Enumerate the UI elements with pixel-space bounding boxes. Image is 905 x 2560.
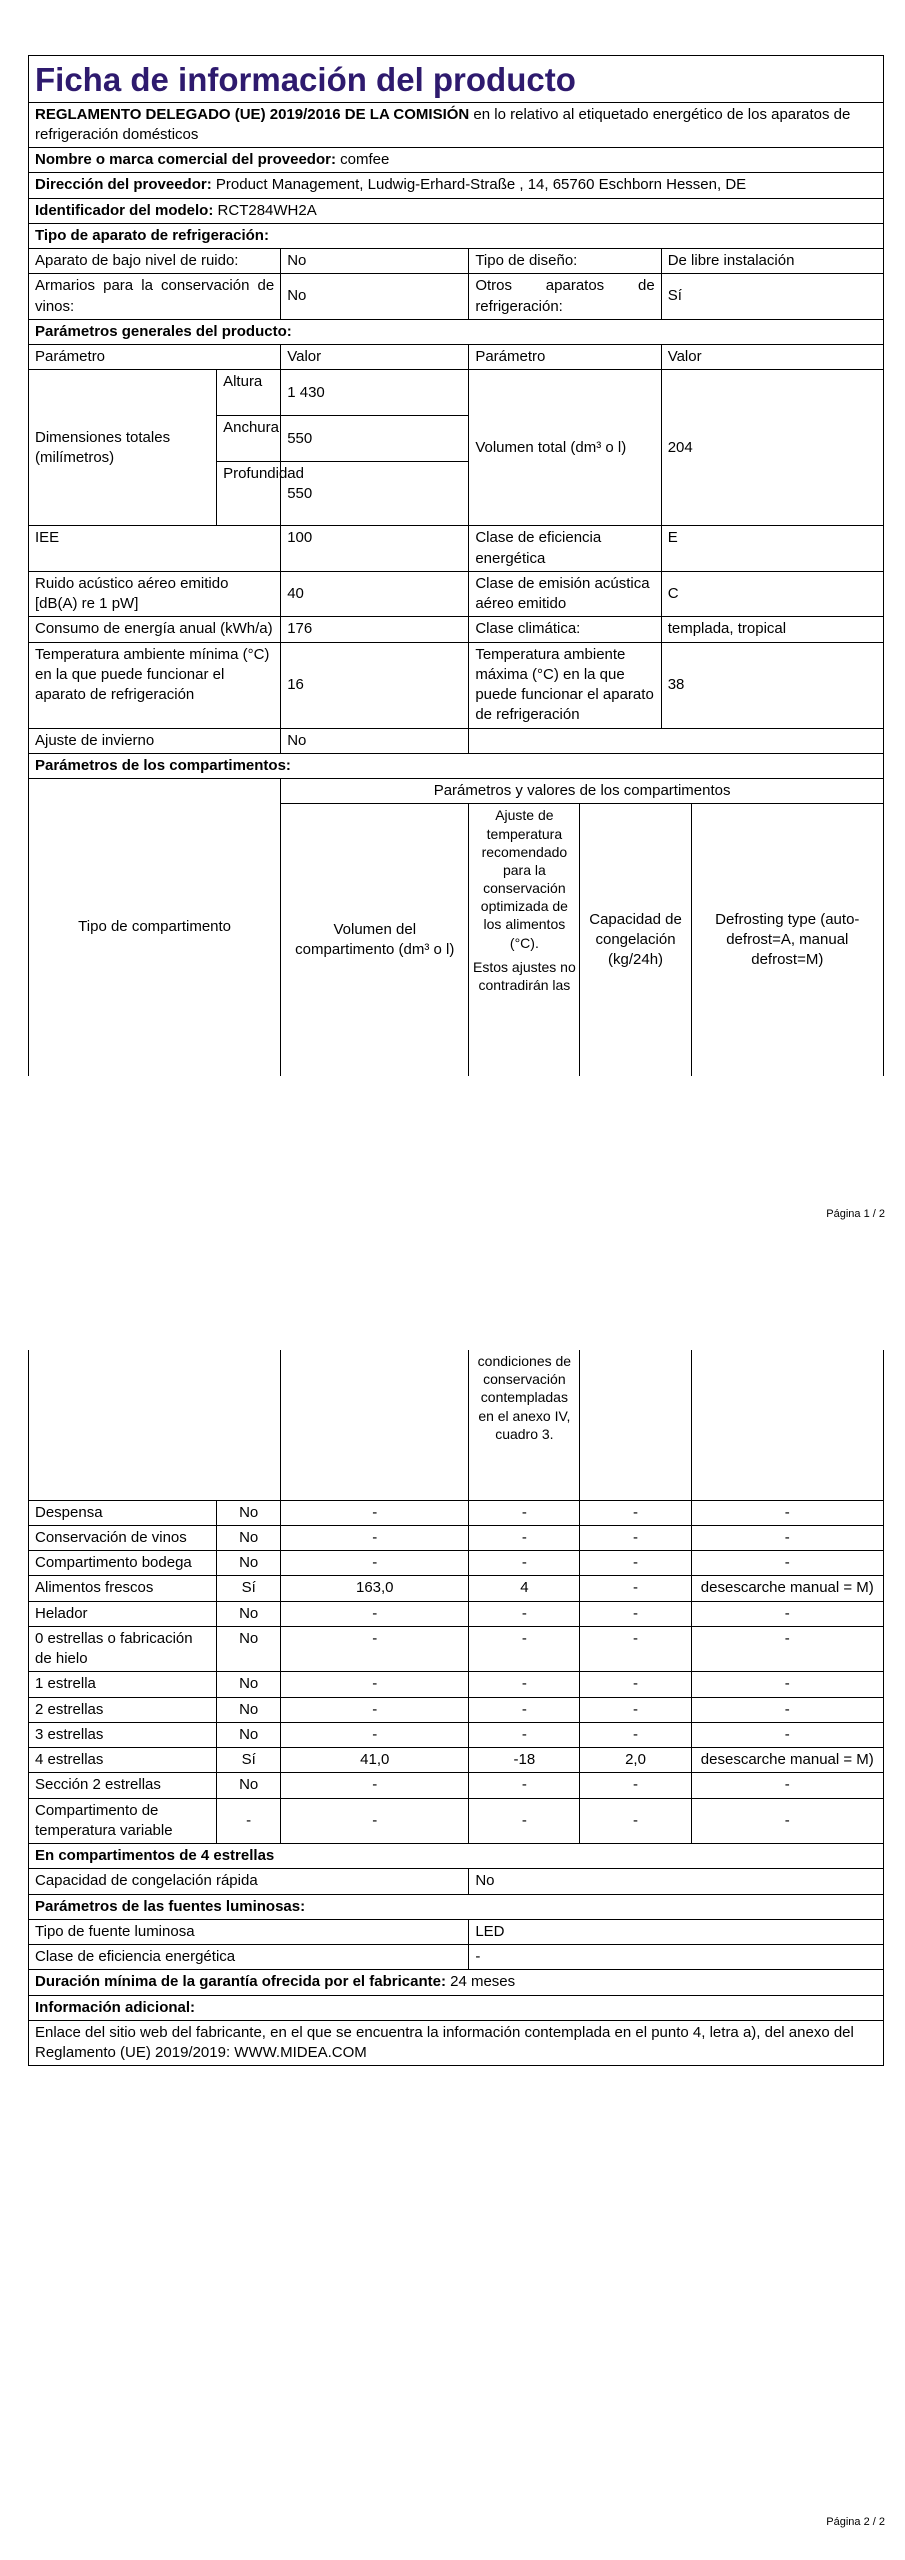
compartment-params-header: Parámetros y valores de los compartimentos — [281, 779, 884, 804]
page-2 — [0, 1270, 905, 2560]
compartment-defrost: - — [691, 1773, 883, 1798]
type-label: Aparato de bajo nivel de ruido: — [29, 249, 281, 274]
compartment-volume: - — [281, 1672, 469, 1697]
capacity-header: Capacidad de congelación (kg/24h) — [580, 804, 691, 1076]
compartment-temperature: - — [469, 1722, 580, 1747]
general-row — [29, 571, 884, 617]
compartment-capacity: - — [580, 1551, 691, 1576]
dimensions-label: Dimensiones totales (milímetros) — [29, 370, 217, 526]
compartment-present: No — [217, 1722, 281, 1747]
compartment-row — [29, 1551, 884, 1576]
compartment-name: 3 estrellas — [29, 1722, 217, 1747]
type-label: Tipo de diseño: — [469, 249, 661, 274]
dimension-value: 550 — [281, 462, 469, 526]
compartment-type-header: Tipo de compartimento — [29, 779, 281, 1076]
compartment-volume: - — [281, 1773, 469, 1798]
dimension-value: 1 430 — [281, 370, 469, 416]
compartment-present: No — [217, 1601, 281, 1626]
compartment-defrost: desescarche manual = M) — [691, 1576, 883, 1601]
compartment-row — [29, 1601, 884, 1626]
compartment-present: No — [217, 1626, 281, 1672]
supplier-row — [29, 148, 884, 173]
compartment-defrost: - — [691, 1722, 883, 1747]
param-name: Temperatura ambiente mínima (°C) en la que puede funcionar el aparato de refrigeración — [29, 642, 281, 728]
footer-table — [28, 1843, 884, 2066]
col-header: Valor — [281, 345, 469, 370]
compartment-capacity: - — [580, 1500, 691, 1525]
compartment-present: No — [217, 1500, 281, 1525]
compartment-defrost: - — [691, 1798, 883, 1844]
compartment-present: Sí — [217, 1748, 281, 1773]
compartments-heading: Parámetros de los compartimentos: — [29, 753, 884, 778]
compartment-volume: - — [281, 1798, 469, 1844]
defrost-header: Defrosting type (auto-defrost=A, manual defrost=M) — [691, 804, 883, 1076]
type-value: No — [281, 274, 469, 320]
compartment-name: Helador — [29, 1601, 217, 1626]
additional-text: Enlace del sitio web del fabricante, en el que se encuentra la información contemplada en el punto 4, letra a), del anexo del Reglamento (UE) 2019/2019: WWW.MIDEA.COM — [29, 2020, 884, 2066]
temperature-header-text: Ajuste de temperatura recomendado para la conservación optimizada de los alimentos (°C). — [480, 807, 568, 951]
compartment-temperature: - — [469, 1601, 580, 1626]
compartment-capacity: - — [580, 1722, 691, 1747]
compartment-row — [29, 1697, 884, 1722]
light-value: LED — [469, 1919, 884, 1944]
type-value: De libre instalación — [661, 249, 883, 274]
compartment-temperature: 4 — [469, 1576, 580, 1601]
page-number: Página 1 / 2 — [826, 1208, 885, 1220]
light-row — [29, 1919, 884, 1944]
compartment-row — [29, 1748, 884, 1773]
param-value: No — [281, 728, 469, 753]
compartment-capacity: 2,0 — [580, 1748, 691, 1773]
temperature-header-text-end: condiciones de conservación contempladas en el anexo IV, cuadro 3. — [469, 1350, 580, 1500]
type-label: Armarios para la conservación de vinos: — [29, 274, 281, 320]
compartment-capacity: - — [580, 1697, 691, 1722]
compartment-row — [29, 1525, 884, 1550]
header-table — [28, 55, 884, 249]
type-label: Otros aparatos de refrigeración: — [469, 274, 661, 320]
compartment-volume: - — [281, 1601, 469, 1626]
empty-cell — [691, 1350, 883, 1500]
param-name: Ruido acústico aéreo emitido [dB(A) re 1 pW] — [29, 571, 281, 617]
compartment-temperature: - — [469, 1773, 580, 1798]
compartment-volume: 41,0 — [281, 1748, 469, 1773]
compartment-capacity: - — [580, 1626, 691, 1672]
compartment-volume: - — [281, 1626, 469, 1672]
dimension-name: Profundidad — [217, 462, 281, 526]
dimension-value: 550 — [281, 416, 469, 462]
type-value: No — [281, 249, 469, 274]
compartments-header-table — [28, 778, 884, 1076]
col-header: Parámetro — [469, 345, 661, 370]
compartment-volume: - — [281, 1551, 469, 1576]
compartment-present: No — [217, 1672, 281, 1697]
supplier-label: Nombre o marca comercial del proveedor: — [35, 151, 336, 169]
compartment-name: Alimentos frescos — [29, 1576, 217, 1601]
compartment-present: Sí — [217, 1576, 281, 1601]
param-value: 40 — [281, 571, 469, 617]
param-value: 38 — [661, 642, 883, 728]
compartment-capacity: - — [580, 1576, 691, 1601]
warranty-row — [29, 1970, 884, 1995]
empty-cell — [281, 1350, 469, 1500]
param-value: 16 — [281, 642, 469, 728]
param-value: 176 — [281, 617, 469, 642]
compartment-name: Compartimento de temperatura variable — [29, 1798, 217, 1844]
general-row — [29, 617, 884, 642]
light-heading: Parámetros de las fuentes luminosas: — [29, 1894, 884, 1919]
fast-freeze-row — [29, 1869, 884, 1894]
compartment-row — [29, 1798, 884, 1844]
compartment-name: 2 estrellas — [29, 1697, 217, 1722]
page-number: Página 2 / 2 — [826, 2516, 885, 2528]
model-value: RCT284WH2A — [213, 201, 317, 219]
fast-freeze-value: No — [469, 1869, 884, 1894]
compartments-table — [28, 1350, 884, 1844]
warranty-value: 24 meses — [445, 1973, 516, 1991]
compartment-defrost: - — [691, 1672, 883, 1697]
param-name: Clase climática: — [469, 617, 661, 642]
type-heading: Tipo de aparato de refrigeración: — [29, 223, 884, 248]
general-row — [29, 728, 884, 753]
product-sheet-part-2 — [28, 1350, 884, 2066]
fast-freeze-label: Capacidad de congelación rápida — [29, 1869, 469, 1894]
regulation-text — [29, 102, 884, 148]
type-table — [28, 248, 884, 345]
compartment-defrost: - — [691, 1601, 883, 1626]
volume-value: 204 — [661, 370, 883, 526]
four-star-heading: En compartimentos de 4 estrellas — [29, 1844, 884, 1869]
type-row — [29, 249, 884, 274]
general-heading: Parámetros generales del producto: — [29, 319, 884, 344]
param-name: Clase de emisión acústica aéreo emitido — [469, 571, 661, 617]
param-value: 100 — [281, 526, 469, 572]
additional-heading: Información adicional: — [29, 1995, 884, 2020]
general-row — [29, 642, 884, 728]
compartment-defrost: desescarche manual = M) — [691, 1748, 883, 1773]
compartment-volume: - — [281, 1697, 469, 1722]
param-value: C — [661, 571, 883, 617]
product-sheet-part-1 — [28, 55, 884, 1076]
param-value: templada, tropical — [661, 617, 883, 642]
compartment-name: Compartimento bodega — [29, 1551, 217, 1576]
page-title: Ficha de información del producto — [29, 56, 884, 103]
light-value: - — [469, 1945, 884, 1970]
compartment-row — [29, 1722, 884, 1747]
compartment-name: 4 estrellas — [29, 1748, 217, 1773]
light-label: Clase de eficiencia energética — [29, 1945, 469, 1970]
temperature-header-text-cont: Estos ajustes no contradirán las — [473, 958, 576, 994]
col-header: Valor — [661, 345, 883, 370]
compartment-temperature: - — [469, 1500, 580, 1525]
regulation-rest: en lo relativo al etiquetado energético de los aparatos de refrigeración domésticos — [35, 105, 851, 143]
param-name: Clase de eficiencia energética — [469, 526, 661, 572]
compartment-capacity: - — [580, 1798, 691, 1844]
compartment-name: 1 estrella — [29, 1672, 217, 1697]
compartment-temperature: - — [469, 1626, 580, 1672]
empty-cell — [469, 728, 884, 753]
light-row — [29, 1945, 884, 1970]
compartment-temperature: - — [469, 1551, 580, 1576]
compartment-temperature: - — [469, 1672, 580, 1697]
compartment-name: Conservación de vinos — [29, 1525, 217, 1550]
compartment-defrost: - — [691, 1525, 883, 1550]
regulation-bold: REGLAMENTO DELEGADO (UE) 2019/2016 DE LA COMISIÓN — [35, 105, 470, 123]
compartment-volume: - — [281, 1525, 469, 1550]
compartment-name: Despensa — [29, 1500, 217, 1525]
param-value: E — [661, 526, 883, 572]
temperature-header — [469, 804, 580, 1076]
empty-cell — [580, 1350, 691, 1500]
col-header: Parámetro — [29, 345, 281, 370]
compartment-row — [29, 1576, 884, 1601]
model-label: Identificador del modelo: — [35, 201, 214, 219]
compartment-capacity: - — [580, 1525, 691, 1550]
compartment-capacity: - — [580, 1672, 691, 1697]
compartment-present: No — [217, 1773, 281, 1798]
compartment-defrost: - — [691, 1551, 883, 1576]
compartment-volume: - — [281, 1722, 469, 1747]
compartment-present: No — [217, 1525, 281, 1550]
compartment-defrost: - — [691, 1697, 883, 1722]
compartment-name: 0 estrellas o fabricación de hielo — [29, 1626, 217, 1672]
compartment-capacity: - — [580, 1601, 691, 1626]
dimension-name: Anchura — [217, 416, 281, 462]
page-1 — [0, 0, 905, 1270]
compartment-present: No — [217, 1697, 281, 1722]
compartment-temperature: - — [469, 1525, 580, 1550]
general-row — [29, 526, 884, 572]
volume-label: Volumen total (dm³ o l) — [469, 370, 661, 526]
compartment-temperature: - — [469, 1697, 580, 1722]
compartment-defrost: - — [691, 1500, 883, 1525]
compartment-capacity: - — [580, 1773, 691, 1798]
compartment-row — [29, 1626, 884, 1672]
compartment-name: Sección 2 estrellas — [29, 1773, 217, 1798]
volume-header: Volumen del compartimento (dm³ o l) — [281, 804, 469, 1076]
light-label: Tipo de fuente luminosa — [29, 1919, 469, 1944]
empty-cell — [29, 1350, 281, 1500]
compartment-row — [29, 1773, 884, 1798]
general-table — [28, 344, 884, 779]
compartment-present: - — [217, 1798, 281, 1844]
compartment-present: No — [217, 1551, 281, 1576]
param-name: Temperatura ambiente máxima (°C) en la que puede funcionar el aparato de refrigeración — [469, 642, 661, 728]
address-label: Dirección del proveedor: — [35, 176, 212, 194]
compartment-row — [29, 1672, 884, 1697]
general-header-row — [29, 345, 884, 370]
compartment-row — [29, 1500, 884, 1525]
supplier-value: comfee — [335, 151, 390, 169]
param-name: IEE — [29, 526, 281, 572]
compartment-volume: 163,0 — [281, 1576, 469, 1601]
compartment-temperature: - — [469, 1798, 580, 1844]
warranty-label: Duración mínima de la garantía ofrecida por el fabricante: — [35, 1973, 446, 1991]
param-name: Ajuste de invierno — [29, 728, 281, 753]
model-row — [29, 198, 884, 223]
param-name: Consumo de energía anual (kWh/a) — [29, 617, 281, 642]
type-row — [29, 274, 884, 320]
address-row — [29, 173, 884, 198]
address-value: Product Management, Ludwig-Erhard-Straße , 14, 65760 Eschborn Hessen, DE — [211, 176, 747, 194]
dimension-name: Altura — [217, 370, 281, 416]
compartment-temperature: -18 — [469, 1748, 580, 1773]
type-value: Sí — [661, 274, 883, 320]
compartment-volume: - — [281, 1500, 469, 1525]
compartment-defrost: - — [691, 1626, 883, 1672]
